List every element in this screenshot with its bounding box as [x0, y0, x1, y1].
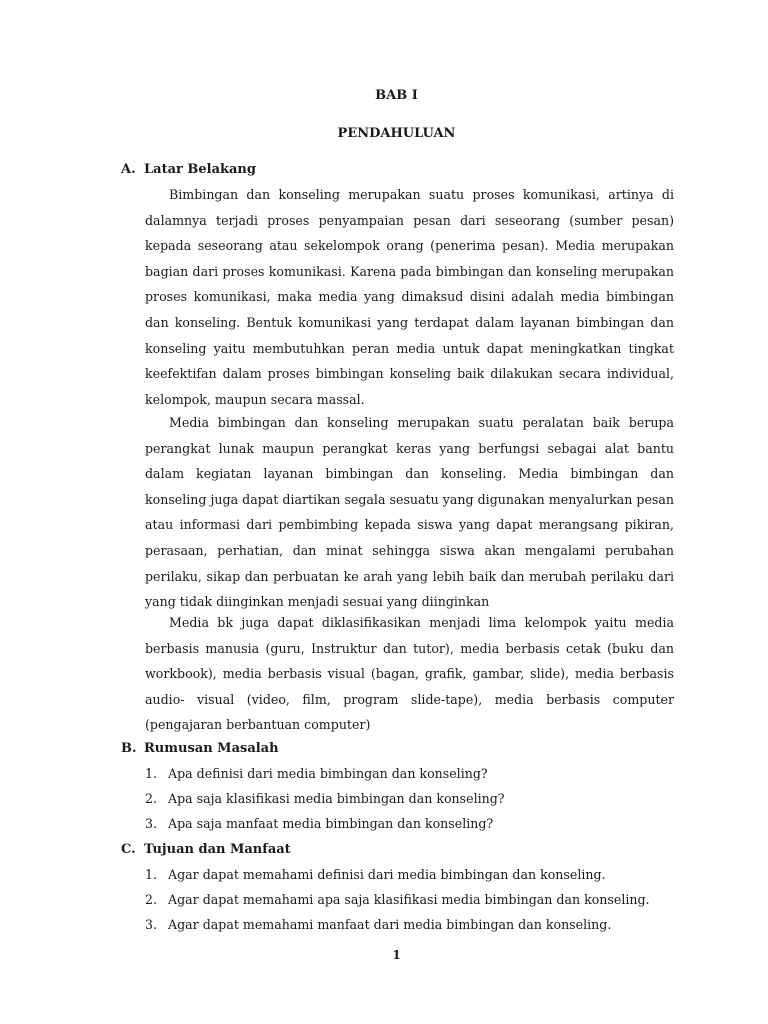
section-c-letter: C.: [121, 842, 136, 857]
list-item-number: 3.: [145, 917, 158, 932]
list-item: [145, 862, 674, 887]
section-a-heading: [121, 162, 256, 177]
section-a-title: Latar Belakang: [144, 162, 256, 177]
paragraph-2: Media bimbingan dan konseling merupakan suatu peralatan baik berupa perangkat lunak maupun perangkat keras yang berfungsi sebagai alat bantu dalam kegiatan layanan bimbingan dan konseling. Media bimbingan dan konseling juga dapat diartikan segala sesuatu yang digunakan menyalurkan pesan atau informasi dari pembimbing kepada siswa yang dapat merangsang pikiran, perasaan, perhatian, dan minat sehingga siswa akan mengalami perubahan perilaku, sikap dan perbuatan ke arah yang lebih baik dan merubah perilaku dari yang tidak diinginkan menjadi sesuai yang diinginkan: [145, 415, 674, 610]
list-item: [145, 811, 674, 836]
section-b-title: Rumusan Masalah: [144, 741, 279, 756]
list-item-text: Apa definisi dari media bimbingan dan konseling?: [168, 766, 488, 781]
list-item-number: 3.: [145, 816, 158, 831]
list-item-text: Agar dapat memahami apa saja klasifikasi media bimbingan dan konseling.: [168, 892, 650, 907]
section-c-title: Tujuan dan Manfaat: [144, 842, 291, 857]
list-item: [145, 912, 674, 937]
page-number: 1: [392, 948, 401, 962]
paragraph-1: Bimbingan dan konseling merupakan suatu proses komunikasi, artinya di dalamnya terjadi proses penyampaian pesan dari seseorang (sumber pesan) kepada seseorang atau sekelompok orang (penerima pesan). Media merupakan bagian dari proses komunikasi. Karena pada bimbingan dan konseling merupakan proses komunikasi, maka media yang dimaksud disini adalah media bimbingan dan konseling. Bentuk komunikasi yang terdapat dalam layanan bimbingan dan konseling yaitu membutuhkan peran media untuk dapat meningkatkan tingkat keefektifan dalam proses bimbingan konseling baik dilakukan secara individual, kelompok, maupun secara massal.: [145, 187, 674, 407]
list-item: [145, 761, 674, 786]
list-item-text: Apa saja klasifikasi media bimbingan dan konseling?: [168, 791, 505, 806]
chapter-title: PENDAHULUAN: [337, 126, 456, 141]
list-item: [145, 786, 674, 811]
rumusan-masalah-list: [145, 761, 674, 836]
section-c-heading: [121, 842, 291, 857]
list-item: [145, 887, 674, 912]
section-a-letter: A.: [121, 162, 136, 177]
list-item-number: 1.: [145, 867, 158, 882]
tujuan-manfaat-list: [145, 862, 674, 937]
list-item-number: 1.: [145, 766, 158, 781]
list-item-text: Agar dapat memahami manfaat dari media bimbingan dan konseling.: [168, 917, 612, 932]
chapter-label: BAB I: [375, 88, 418, 103]
section-b-letter: B.: [121, 741, 137, 756]
list-item-number: 2.: [145, 791, 158, 806]
list-item-number: 2.: [145, 892, 158, 907]
list-item-text: Apa saja manfaat media bimbingan dan konseling?: [168, 816, 494, 831]
section-b-heading: [121, 741, 279, 756]
paragraph-3: Media bk juga dapat diklasifikasikan menjadi lima kelompok yaitu media berbasis manusia (guru, Instruktur dan tutor), media berbasis cetak (buku dan workbook), media berbasis visual (bagan, grafik, gambar, slide), media berbasis audio- visual (video, film, program slide-tape), media berbasis computer (pengajaran berbantuan computer): [145, 615, 674, 733]
list-item-text: Agar dapat memahami definisi dari media bimbingan dan konseling.: [168, 867, 606, 882]
